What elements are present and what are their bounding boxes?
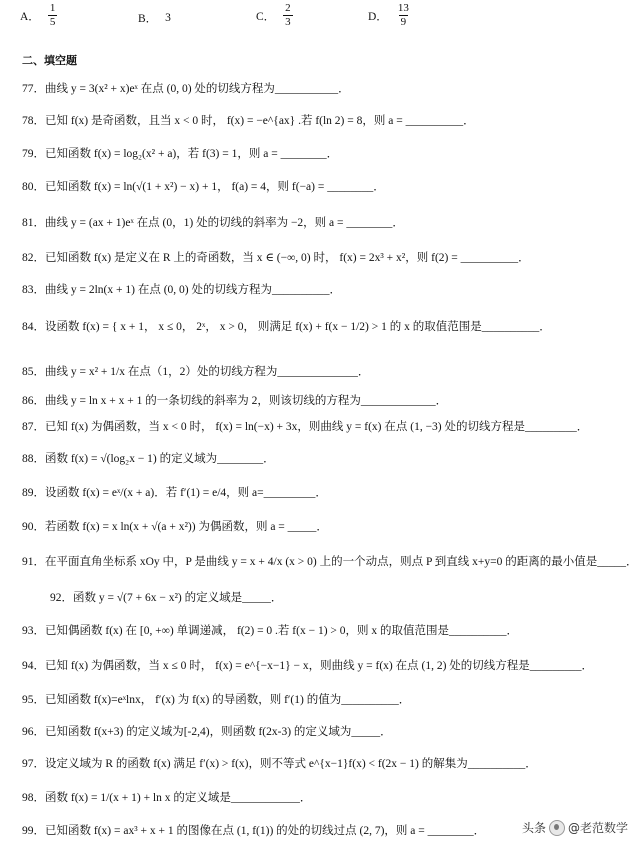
choice-d-numerator: 13 (397, 2, 409, 14)
choice-c-numerator: 2 (285, 2, 291, 14)
question-99: 99．已知函数 f(x) = ax³ + x + 1 的图像在点 (1, f(1)) 的处的切线过点 (2, 7)，则 a = ________． (22, 825, 486, 837)
choice-b-value: 3 (165, 12, 171, 24)
question-86: 86．曲线 y = ln x + x + 1 的一条切线的斜率为 2，则该切线的方程为_____________． (22, 395, 448, 407)
question-93: 93．已知偶函数 f(x) 在 [0, +∞) 单调递减， f(2) = 0 .若 f(x − 1) > 0，则 x 的取值范围是__________． (22, 625, 519, 637)
watermark-logo-icon (549, 820, 565, 836)
choice-c (256, 2, 293, 29)
choice-d-fraction (396, 2, 411, 29)
choice-c-denominator: 3 (285, 16, 291, 28)
question-84: 84．设函数 f(x) = { x + 1， x ≤ 0， 2ˣ， x > 0， 则满足 f(x) + f(x − 1/2) > 1 的 x 的取值范围是__________． (22, 321, 551, 333)
question-95: 95．已知函数 f(x)=eˣlnx， f′(x) 为 f(x) 的导函数，则 f′(1) 的值为__________． (22, 694, 411, 706)
question-97: 97．设定义域为 R 的函数 f(x) 满足 f′(x) > f(x)，则不等式 e^{x−1}f(x) < f(2x − 1) 的解集为__________． (22, 758, 537, 770)
question-96: 96．已知函数 f(x+3) 的定义域为[-2,4)，则函数 f(2x-3) 的定义域为_____． (22, 726, 392, 738)
question-98: 98．函数 f(x) = 1/(x + 1) + ln x 的定义域是____________． (22, 792, 312, 804)
watermark-prefix: 头条 (521, 821, 546, 835)
question-83: 83．曲线 y = 2ln(x + 1) 在点 (0, 0) 处的切线方程为__________． (22, 284, 341, 296)
question-91: 91．在平面直角坐标系 xOy 中，P 是曲线 y = x + 4/x (x > 0) 上的一个动点，则点 P 到直线 x+y=0 的距离的最小值是_____． (22, 556, 638, 568)
choice-a-label: A． (20, 10, 40, 23)
answer-choices (20, 2, 620, 34)
question-92: 92．函数 y = √(7 + 6x − x²) 的定义域是_____． (50, 592, 283, 604)
choice-a (20, 2, 57, 29)
question-82: 82．已知函数 f(x) 是定义在 R 上的奇函数，当 x ∈ (−∞, 0) 时， f(x) = 2x³ + x²，则 f(2) = __________． (22, 252, 530, 264)
question-87: 87．已知 f(x) 为偶函数，当 x < 0 时， f(x) = ln(−x) + 3x，则曲线 y = f(x) 在点 (1, −3) 处的切线方程是_________． (22, 421, 589, 433)
question-81: 81．曲线 y = (ax + 1)eˣ 在点 (0，1) 处的切线的斜率为 −2，则 a = ________． (22, 217, 404, 229)
choice-c-label: C． (256, 10, 276, 23)
watermark-at: @ (567, 820, 580, 835)
choice-a-numerator: 1 (49, 2, 56, 14)
choice-b-label: B． (138, 13, 158, 25)
watermark (518, 817, 632, 838)
watermark-name: 老范数学 (579, 821, 628, 835)
choice-c-fraction (283, 2, 293, 29)
question-78: 78．已知 f(x) 是奇函数，且当 x < 0 时， f(x) = −e^{ax} .若 f(ln 2) = 8，则 a = __________． (22, 115, 475, 127)
question-80: 80．已知函数 f(x) = ln(√(1 + x²) − x) + 1， f(a) = 4，则 f(−a) = ________． (22, 181, 385, 193)
choice-d (368, 2, 411, 29)
question-90: 90．若函数 f(x) = x ln(x + √(a + x²)) 为偶函数，则 a = _____． (22, 521, 328, 533)
choice-a-denominator: 5 (49, 16, 56, 28)
choice-b (138, 10, 171, 26)
question-79: 79．已知函数 f(x) = log₂(x² + a)，若 f(3) = 1，则 a = ________． (22, 148, 339, 160)
section-title: 二、填空题 (22, 54, 77, 67)
question-94: 94．已知 f(x) 为偶函数，当 x ≤ 0 时， f(x) = e^{−x−1} − x，则曲线 y = f(x) 在点 (1, 2) 处的切线方程是_________． (22, 660, 594, 672)
choice-a-fraction (48, 2, 58, 29)
choice-d-denominator: 9 (400, 16, 407, 28)
question-85: 85．曲线 y = x² + 1/x 在点（1，2）处的切线方程为______________． (22, 366, 370, 378)
question-88: 88．函数 f(x) = √(log₂x − 1) 的定义域为________． (22, 453, 275, 465)
choice-d-label: D． (368, 10, 388, 23)
question-77: 77．曲线 y = 3(x² + x)eˣ 在点 (0, 0) 处的切线方程为___________． (22, 83, 350, 95)
question-89: 89．设函数 f(x) = eˣ/(x + a)．若 f′(1) = e/4，则 a=_________． (22, 487, 327, 499)
